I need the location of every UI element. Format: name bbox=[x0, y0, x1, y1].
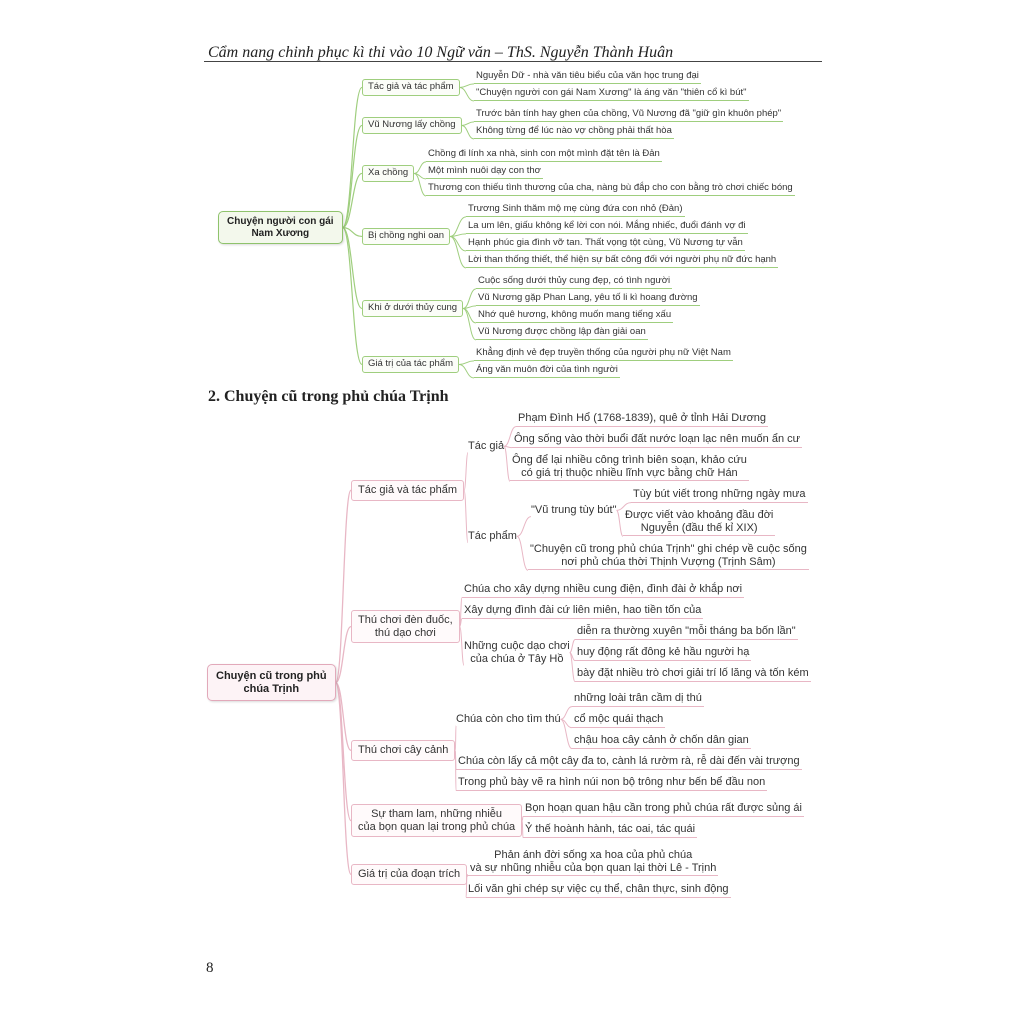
map2-branch-tac-gia-tac-pham: Tác giả và tác phẩm bbox=[351, 480, 464, 501]
map2-sub-cuoc-dao-choi: Những cuộc dạo chơi của chúa ở Tây Hồ bbox=[464, 640, 570, 665]
connector-line bbox=[463, 308, 476, 339]
map2-leaf: Phạm Đình Hổ (1768-1839), quê ở tỉnh Hải Dương bbox=[516, 412, 768, 427]
map2-leaf: Chúa cho xây dựng nhiều cung điện, đình đài ở khắp nơi bbox=[462, 583, 744, 598]
map2-branch-thu-choi-den-duoc: Thú chơi đèn đuốc, thú dạo chơi bbox=[351, 610, 460, 643]
connector-line bbox=[450, 234, 466, 237]
connector-line bbox=[343, 228, 362, 237]
map1-leaf: Vũ Nương được chồng lập đàn giải oan bbox=[476, 327, 648, 340]
connector-line bbox=[343, 125, 362, 227]
connector-line bbox=[464, 453, 468, 491]
connector-line bbox=[522, 817, 523, 821]
map1-branch-thuy-cung: Khi ở dưới thủy cung bbox=[362, 300, 463, 317]
map2-leaf: Ông để lại nhiều công trình biên soạn, khảo cứu có giá trị thuộc nhiều lĩnh vực bằng chữ Hán bbox=[510, 454, 749, 481]
map2-sub-tac-gia: Tác giả bbox=[468, 440, 505, 452]
map1-branch-gia-tri: Giá trị của tác phẩm bbox=[362, 356, 459, 373]
header-rule bbox=[204, 61, 822, 62]
connector-line bbox=[460, 84, 474, 88]
map1-branch-lay-chong: Vũ Nương lấy chồng bbox=[362, 117, 462, 134]
map2-leaf: Lối văn ghi chép sự việc cụ thể, chân thực, sinh động bbox=[466, 883, 731, 898]
connector-line bbox=[561, 707, 572, 720]
map1-leaf: Khẳng định vẻ đẹp truyền thống của người phụ nữ Việt Nam bbox=[474, 348, 733, 361]
map1-leaf: Nhớ quê hương, không muốn mang tiếng xấu bbox=[476, 310, 673, 323]
map1-leaf: Vũ Nương gặp Phan Lang, yêu tố li kì hoang đường bbox=[476, 293, 700, 306]
map2-sub-vu-trung-tuy-but: "Vũ trung tùy bút" bbox=[531, 504, 617, 516]
map2-branch-tham-lam: Sự tham lam, những nhiễu của bọn quan lại trong phủ chúa bbox=[351, 804, 522, 837]
map1-leaf: "Chuyện người con gái Nam Xương" là áng văn "thiên cổ kì bút" bbox=[474, 88, 749, 101]
connector-line bbox=[450, 217, 466, 237]
connector-line bbox=[460, 87, 474, 100]
connector-line bbox=[463, 306, 476, 309]
map1-branch-xa-chong: Xa chồng bbox=[362, 165, 414, 182]
map1-leaf: Hạnh phúc gia đình vỡ tan. Thất vọng tột cùng, Vũ Nương tự vẫn bbox=[466, 238, 745, 251]
map2-branch-gia-tri: Giá trị của đoạn trích bbox=[351, 864, 467, 885]
connector-line bbox=[336, 683, 351, 751]
map1-leaf: Không từng để lúc nào vợ chồng phải thất hòa bbox=[474, 126, 674, 139]
connector-line bbox=[459, 361, 474, 365]
map2-leaf: bày đặt nhiều trò chơi giải trí lố lăng và tốn kém bbox=[575, 667, 811, 682]
connector-line bbox=[463, 308, 476, 322]
connector-line bbox=[414, 173, 426, 195]
connector-line bbox=[343, 173, 362, 227]
map2-leaf: cổ mộc quái thạch bbox=[572, 713, 665, 728]
map2-leaf: Trong phủ bày vẽ ra hình núi non bộ trông như bến bể đầu non bbox=[456, 776, 767, 791]
map2-leaf: huy động rất đông kẻ hầu người hạ bbox=[575, 646, 751, 661]
connector-line bbox=[336, 490, 351, 682]
map1-root: Chuyện người con gái Nam Xương bbox=[218, 211, 343, 244]
section-title: 2. Chuyện cũ trong phủ chúa Trịnh bbox=[208, 388, 449, 405]
page-number: 8 bbox=[206, 960, 214, 976]
map2-leaf: chậu hoa cây cảnh ở chốn dân gian bbox=[572, 734, 751, 749]
connector-line bbox=[343, 228, 362, 309]
running-header: Cẩm nang chinh phục kì thi vào 10 Ngữ văn – ThS. Nguyễn Thành Huân bbox=[208, 44, 674, 61]
map2-leaf: Được viết vào khoảng đầu đời Nguyễn (đầu thế kỉ XIX) bbox=[623, 509, 775, 536]
map1-leaf: Trước bản tính hay ghen của chồng, Vũ Nương đã "giữ gìn khuôn phép" bbox=[474, 109, 783, 122]
connector-line bbox=[517, 517, 531, 537]
map2-leaf: "Chuyện cũ trong phủ chúa Trịnh" ghi chép về cuộc sống nơi phủ chúa thời Thịnh Vượng (Trịnh Sâm) bbox=[528, 543, 809, 570]
map1-branch-nghi-oan: Bị chồng nghi oan bbox=[362, 228, 450, 245]
connector-line bbox=[504, 446, 512, 447]
map1-branch-tac-gia: Tác giả và tác phẩm bbox=[362, 79, 460, 96]
map1-leaf: Áng văn muôn đời của tình người bbox=[474, 365, 620, 378]
connector-line bbox=[462, 122, 474, 126]
connector-line bbox=[462, 125, 474, 138]
map1-leaf: Cuộc sống dưới thủy cung đẹp, có tình người bbox=[476, 276, 672, 289]
connector-line bbox=[343, 87, 362, 227]
map2-branch-thu-choi-cay-canh: Thú chơi cây cảnh bbox=[351, 740, 455, 761]
map2-leaf: diễn ra thường xuyên "mỗi tháng ba bốn lần" bbox=[575, 625, 798, 640]
map2-sub-tac-pham: Tác phẩm bbox=[468, 530, 517, 542]
connector-line bbox=[460, 619, 462, 627]
map2-leaf: Phản ánh đời sống xa hoa của phủ chúa và sự nhũng nhiễu của bọn quan lại thời Lê - Trịnh bbox=[468, 849, 718, 876]
connector-line bbox=[459, 364, 474, 377]
map1-leaf: Trương Sinh thăm mộ mẹ cùng đứa con nhỏ (Đản) bbox=[466, 204, 685, 217]
connector-line bbox=[336, 683, 351, 875]
connector-line bbox=[343, 228, 362, 365]
connector-line bbox=[517, 536, 528, 570]
connector-line bbox=[336, 683, 351, 821]
map2-sub-chua-tim-thu: Chúa còn cho tìm thú bbox=[456, 713, 561, 725]
connector-line bbox=[450, 236, 466, 267]
map2-leaf: Bọn hoạn quan hậu cần trong phủ chúa rất được sủng ái bbox=[523, 802, 804, 817]
map2-leaf: Tùy bút viết trong những ngày mưa bbox=[631, 488, 808, 503]
map2-leaf: Chúa còn lấy cả một cây đa to, cành lá rườm rà, rễ dài đến vài trượng bbox=[456, 755, 802, 770]
map2-leaf: Ỷ thế hoành hành, tác oai, tác quái bbox=[523, 823, 697, 838]
map2-leaf: Ông sống vào thời buổi đất nước loạn lạc nên muốn ẩn cư bbox=[512, 433, 802, 448]
map2-leaf: những loài trân cầm dị thú bbox=[572, 692, 704, 707]
map1-leaf: Một mình nuôi dạy con thơ bbox=[426, 166, 543, 179]
map2-root: Chuyện cũ trong phủ chúa Trịnh bbox=[207, 664, 336, 701]
connector-line bbox=[463, 289, 476, 309]
connector-line bbox=[455, 726, 456, 751]
map1-leaf: Lời than thống thiết, thể hiện sự bất công đối với người phụ nữ đức hạnh bbox=[466, 255, 778, 268]
map1-leaf: La um lên, giấu không kể lời con nói. Mắng nhiếc, đuổi đánh vợ đi bbox=[466, 221, 748, 234]
connector-line bbox=[561, 719, 572, 748]
map1-leaf: Chồng đi lính xa nhà, sinh con một mình đặt tên là Đản bbox=[426, 149, 662, 162]
connector-line bbox=[450, 236, 466, 250]
connector-line bbox=[336, 627, 351, 683]
map1-leaf: Thương con thiếu tình thương của cha, nàng bù đắp cho con bằng trò chơi chiếc bóng bbox=[426, 183, 795, 196]
connector-line bbox=[414, 173, 426, 178]
map2-leaf: Xây dựng đình đài cứ liên miên, hao tiền tốn của bbox=[462, 604, 703, 619]
connector-line bbox=[414, 162, 426, 174]
connector-line bbox=[561, 719, 572, 727]
map1-leaf: Nguyễn Dữ - nhà văn tiêu biểu của văn học trung đại bbox=[474, 71, 701, 84]
